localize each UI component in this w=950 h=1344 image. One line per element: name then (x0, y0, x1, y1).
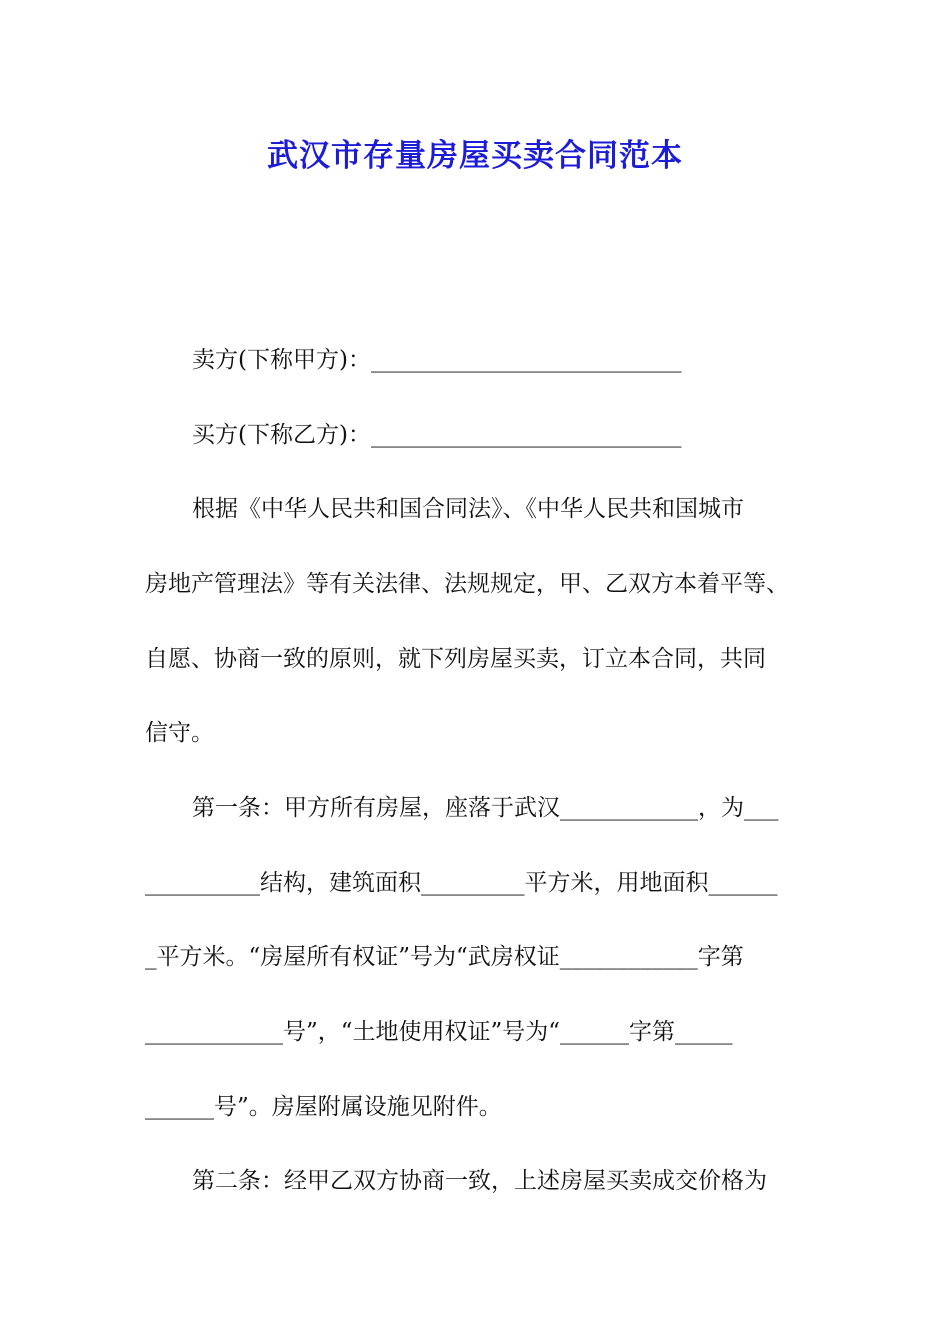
buyer-line: 买方(下称乙方)：___________________________ (192, 422, 682, 448)
article-1-line-1: 第一条：甲方所有房屋，座落于武汉____________，为___ (192, 795, 779, 821)
article-1-line-5: ______号”。房屋附属设施见附件。 (145, 1094, 502, 1120)
preamble-line-3: 自愿、协商一致的原则，就下列房屋买卖，订立本合同，共同 (145, 646, 766, 672)
article-1-line-2: __________结构，建筑面积_________平方米，用地面积______ (145, 870, 778, 896)
preamble-line-1: 根据《中华人民共和国合同法》、《中华人民共和国城市 (192, 496, 744, 522)
article-2-line-1: 第二条：经甲乙双方协商一致，上述房屋买卖成交价格为 (192, 1168, 767, 1194)
article-1-line-4: ____________号”，“土地使用权证”号为“______字第_____ (145, 1019, 733, 1045)
article-1-line-3: _平方米。“房屋所有权证”号为“武房权证____________字第 (145, 944, 744, 970)
document-title: 武汉市存量房屋买卖合同范本 (267, 138, 683, 174)
preamble-line-4: 信守。 (145, 720, 214, 746)
preamble-line-2: 房地产管理法》等有关法律、法规规定，甲、乙双方本着平等、 (145, 571, 789, 597)
seller-line: 卖方(下称甲方)：___________________________ (192, 347, 682, 373)
